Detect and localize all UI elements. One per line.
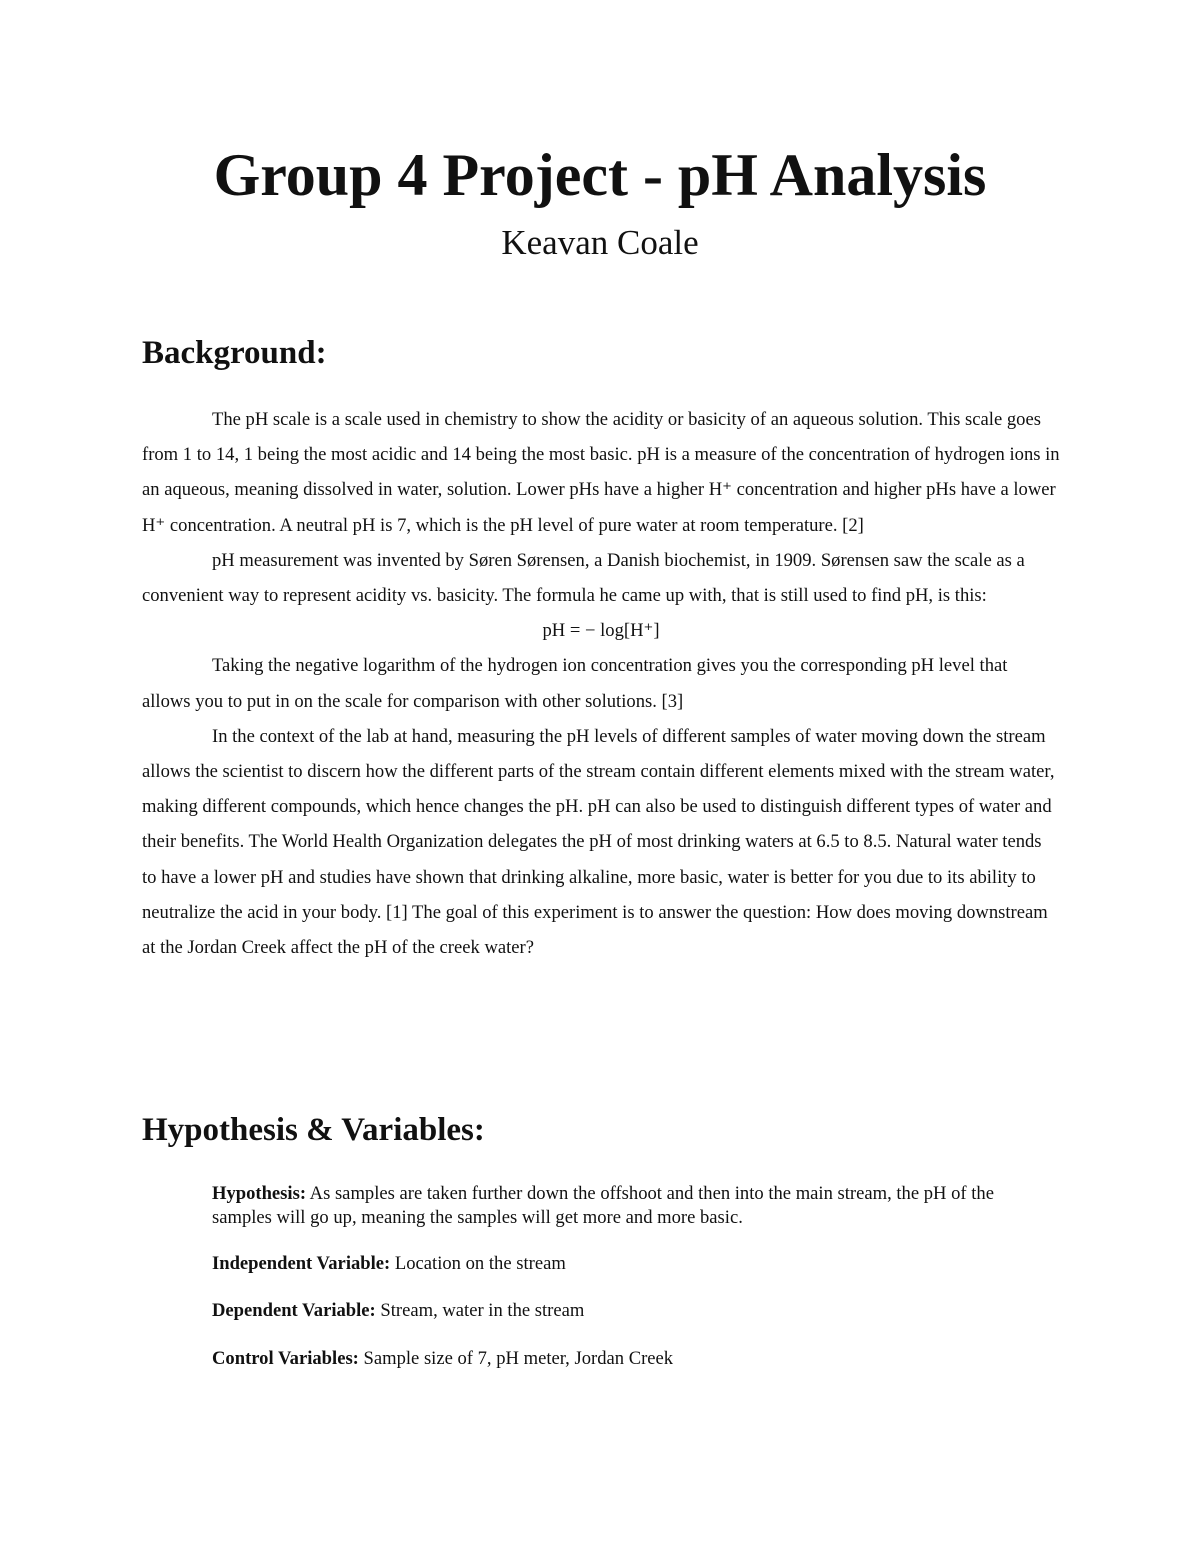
control-variables-line <box>212 1347 1052 1371</box>
independent-variable-text: Location on the stream <box>390 1253 566 1274</box>
dependent-variable-text: Stream, water in the stream <box>375 1300 585 1321</box>
independent-variable-label: Independent Variable: <box>212 1253 391 1274</box>
background-paragraph-4: In the context of the lab at hand, measuring the pH levels of different samples of water moving down the stream allows the scientist to discern how the different parts of the stream contain different elements mixed with the stream water, making different compounds, which hence changes the pH. pH can also be used to distinguish different types of water and their benefits. The World Health Organization delegates the pH of most drinking waters at 6.5 to 8.5. Natural water tends to have a lower pH and studies have shown that drinking alkaline, more basic, water is better for you due to its ability to neutralize the acid in your body. [1] The goal of this experiment is to answer the question: How does moving downstream at the Jordan Creek affect the pH of the creek water? <box>142 725 1055 959</box>
control-variables-text: Sample size of 7, pH meter, Jordan Creek <box>358 1348 674 1369</box>
hypothesis-block <box>212 1182 1052 1230</box>
ph-equation: pH = − log[H⁺] <box>542 620 660 642</box>
independent-variable-line <box>212 1252 1052 1276</box>
control-variables-block <box>212 1347 1052 1371</box>
background-paragraph-2: pH measurement was invented by Søren Sørensen, a Danish biochemist, in 1909. Sørensen saw the scale as a convenient way to represent acidity vs. basicity. The formula he came up with, that is still used to find pH, is this: <box>142 549 1025 607</box>
document-author: Keavan Coale <box>501 223 699 262</box>
dependent-variable-block <box>212 1299 1052 1323</box>
dependent-variable-line <box>212 1299 1052 1323</box>
hypothesis-line <box>212 1182 1052 1230</box>
dependent-variable-label: Dependent Variable: <box>212 1300 376 1321</box>
hypothesis-label: Hypothesis: <box>212 1183 307 1204</box>
hypothesis-variables-heading: Hypothesis & Variables: <box>142 1112 485 1148</box>
background-body <box>142 402 1060 965</box>
document-title: Group 4 Project - pH Analysis <box>213 142 987 208</box>
control-variables-label: Control Variables: <box>212 1348 359 1369</box>
background-paragraph-1: The pH scale is a scale used in chemistry to show the acidity or basicity of an aqueous solution. This scale goes from 1 to 14, 1 being the most acidic and 14 being the most basic. pH is a measure of the concentration of hydrogen ions in an aqueous, meaning dissolved in water, solution. Lower pHs have a higher H⁺ concentration and higher pHs have a lower H⁺ concentration. A neutral pH is 7, which is the pH level of pure water at room temperature. [2] <box>142 409 1060 536</box>
background-heading: Background: <box>142 335 327 371</box>
independent-variable-block <box>212 1252 1052 1276</box>
background-paragraph-3: Taking the negative logarithm of the hydrogen ion concentration gives you the corresponding pH level that allows you to put in on the scale for comparison with other solutions. [3] <box>142 655 1008 712</box>
hypothesis-text: As samples are taken further down the offshoot and then into the main stream, the pH of the samples will go up, meaning the samples will get more and more basic. <box>212 1183 994 1228</box>
